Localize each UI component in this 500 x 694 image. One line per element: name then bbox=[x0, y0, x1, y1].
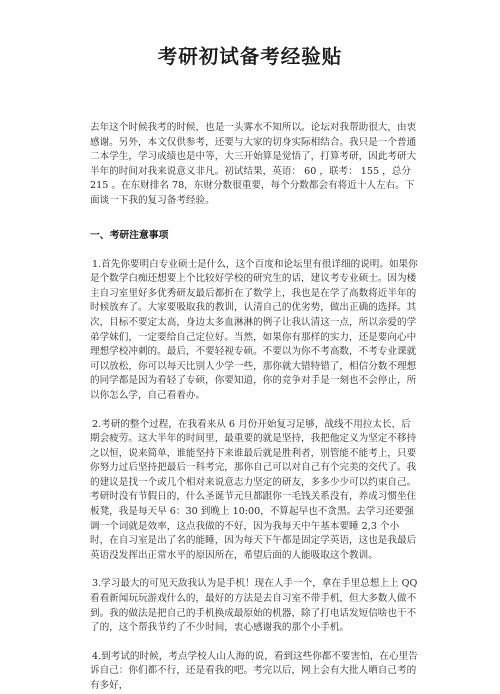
intro-paragraph: 去年这个时候我考的时候，也是一头雾水不知所以。论坛对我帮助很大，由衷感谢。另外，本文仅供参考，还要与大家的切身实际相结合。我只是一个普通二本学生，学习成绩也是中等，大三开始算是觉悟了，打算考研，因此考研大半年的时间对我来说意义非凡。初试结果，英语： 60 ，联考： 155 ，总分 215 。在东财排名 78，东财分数很重要，每个分数都会有将近十人左右。下面谈一下我的复习备考经验。 bbox=[90, 122, 417, 206]
body-paragraph-4: 4.到考试的时候，考点学校人山人海的说，看到这些你都不要害怕，在心里告诉自己：你们都不行，还是看我的吧。考完以后，网上会有大批人晒自己考的有多好， bbox=[90, 650, 418, 691]
page-title: 考研初试备考经验贴 bbox=[157, 45, 343, 68]
spacer bbox=[90, 404, 418, 418]
body-paragraph-1: 1.首先你要明白专业硕士是什么，这个百度和论坛里有很详细的说明。如果你是个数学白痴还想要上个比较好学校的研究生的话，建议考专业硕士。因为楼主自习室里好多优秀研友最后都折在了数学上，我也是在学了高数将近半年的时候放弃了。大家要吸取我的教训，认清自己的优劣势，做出正确的选择。其次，目标不要定太高，身边太多血淋淋的例子让我认清这一点，所以亲爱的学弟学妹们，一定要给自己定位好。当然，如果你有那样的实力，还是要向心中理想学校冲刺的。最后，不要轻视专硕。不要以为你不考高数，不考专业课就可以放松，你可以每天比别人少学一些，那你就大错特错了，相信分数不理想的同学都是因为看轻了专硕，你要知道，你的竞争对手是一刻也不会停止，所以你怎么学，自己看着办。 bbox=[90, 258, 418, 401]
spacer bbox=[90, 243, 418, 258]
spacer bbox=[90, 209, 418, 229]
spacer bbox=[90, 636, 418, 650]
document-body bbox=[90, 121, 418, 694]
body-paragraph-2: 2.考研的整个过程，在我看来从 6 月份开始复习足够，战线不用拉太长，后期会疲劳。这大半年的时间里，最重要的就是坚持，我把他定义为坚定不移持之以恒，说来简单，谁能坚持下来谁最后就是胜利者，别管能不能考上，只要你努力过后坚持把最后一科考完，那你自己可以对自己有个完美的交代了。我的建议是找一个或几个相对来说意志力坚定的研友，多多少少可以约束自己。考研时没有节假日的，什么圣诞节元旦都跟你一毛钱关系没有，养成习惯坐住板凳，我是每天早 6：30 到晚上 10:00，不算起早也不贪黑。去学习还要强调一个词就是效率，这点我做的不好，因为我每天中午基本要睡 2,3 个小时，在自习室是出了名的能睡，因为每天下午都是固定学英语，这也是我最后英语没发挥出正常水平的原因所在，希望后面的人能吸取这个教训。 bbox=[90, 418, 417, 561]
spacer bbox=[90, 563, 418, 577]
section-heading: 一、考研注意事项 bbox=[90, 229, 169, 241]
body-paragraph-3: 3.学习最大的可见天敌我认为是手机！现在人手一个，拿在手里总想上上 QQ 看看新闻玩玩游戏什么的，最好的方法是去自习室不带手机，但大多数人做不到。我的做法是把自己的手机换成最原始的机器，除了打电话发短信啥也干不了的，这个帮我节约了不少时间，衷心感谢我的那个小手机。 bbox=[90, 578, 418, 634]
